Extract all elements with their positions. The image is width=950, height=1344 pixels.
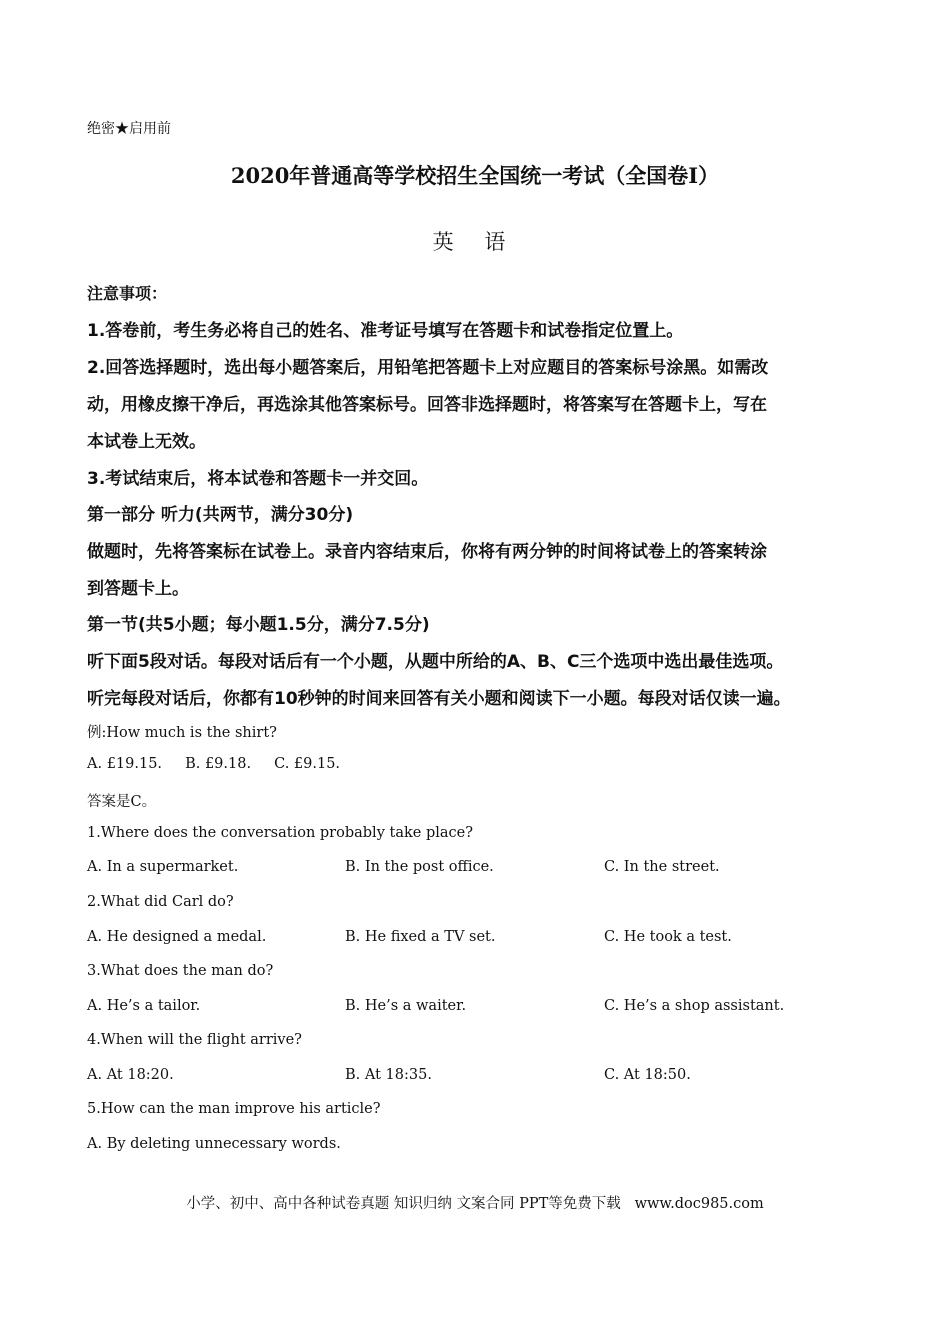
- option-c: C. At 18:50.: [604, 1067, 691, 1083]
- option-b: B. He’s a waiter.: [345, 998, 467, 1014]
- option-b: B. He fixed a TV set.: [345, 929, 496, 945]
- option-b: B. At 18:35.: [345, 1067, 432, 1083]
- option-a: A. At 18:20.: [87, 1067, 174, 1083]
- question-2: 2.What did Carl do?: [87, 894, 234, 910]
- question-3: 3.What does the man do?: [87, 963, 274, 979]
- part1-heading: 第一部分 听力(共两节，满分30分): [87, 505, 354, 525]
- option-c: C. In the street.: [604, 859, 720, 875]
- note-item: 3.考试结束后，将本试卷和答题卡一并交回。: [87, 469, 429, 489]
- note-item: 动，用橡皮擦干净后，再选涂其他答案标号。回答非选择题时，将答案写在答题卡上，写在: [87, 395, 767, 415]
- subject-title: 英 语: [432, 230, 518, 254]
- confidential-label: 绝密★启用前: [87, 121, 171, 137]
- example-answer: 答案是C。: [87, 794, 157, 810]
- option-a: A. In a supermarket.: [87, 859, 239, 875]
- option-c: C. He took a test.: [604, 929, 732, 945]
- footer-note: 小学、初中、高中各种试卷真题 知识归纳 文案合同 PPT等免费下载 www.doc985.com: [186, 1196, 764, 1212]
- part1-intro-line: 到答题卡上。: [87, 579, 189, 599]
- notes-heading: 注意事项：: [87, 284, 168, 303]
- example-question: 例:How much is the shirt?: [87, 725, 277, 741]
- note-item: 2.回答选择题时，选出每小题答案后，用铅笔把答题卡上对应题目的答案标号涂黑。如需改: [87, 358, 769, 378]
- option-a: A. He designed a medal.: [87, 929, 267, 945]
- question-4: 4.When will the flight arrive?: [87, 1032, 302, 1048]
- question-1: 1.Where does the conversation probably take place?: [87, 825, 473, 841]
- note-item: 1.答卷前，考生务必将自己的姓名、准考证号填写在答题卡和试卷指定位置上。: [87, 321, 684, 341]
- section1-heading: 第一节(共5小题；每小题1.5分，满分7.5分): [87, 615, 430, 635]
- exam-title: 2020年普通高等学校招生全国统一考试（全国卷I）: [230, 163, 720, 188]
- question-5: 5.How can the man improve his article?: [87, 1101, 381, 1117]
- example-options: A. £19.15. B. £9.18. C. £9.15.: [87, 756, 341, 772]
- note-item: 本试卷上无效。: [87, 432, 206, 452]
- part1-intro-line: 做题时，先将答案标在试卷上。录音内容结束后，你将有两分钟的时间将试卷上的答案转涂: [87, 542, 767, 562]
- option-c: C. He’s a shop assistant.: [604, 998, 785, 1014]
- option-a: A. He’s a tailor.: [87, 998, 201, 1014]
- section1-instruction-line: 听下面5段对话。每段对话后有一个小题，从题中所给的A、B、C三个选项中选出最佳选项。: [87, 652, 784, 672]
- option-a: A. By deleting unnecessary words.: [87, 1136, 341, 1152]
- option-b: B. In the post office.: [345, 859, 494, 875]
- section1-instruction-line: 听完每段对话后，你都有10秒钟的时间来回答有关小题和阅读下一小题。每段对话仅读一遍。: [87, 689, 791, 709]
